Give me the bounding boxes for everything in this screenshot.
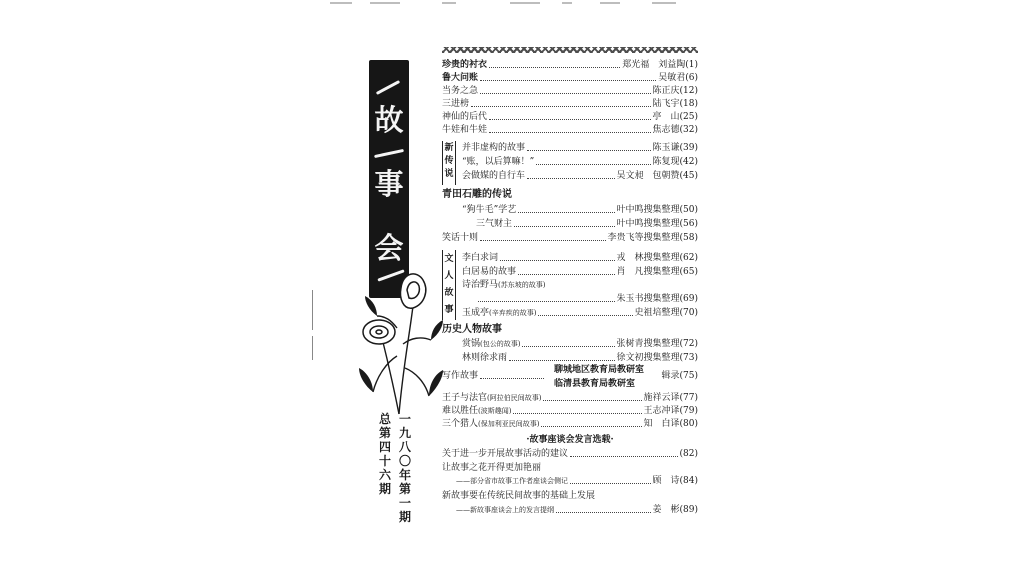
toc-page: (65) — [679, 267, 698, 277]
toc-author: 知 白译 — [643, 419, 680, 429]
toc-page: (72) — [679, 339, 698, 349]
toc-page: (45) — [679, 171, 698, 181]
toc-entry[interactable] — [442, 393, 698, 404]
toc-title: 会做媒的自行车 — [462, 171, 526, 181]
toc-entry[interactable] — [462, 143, 698, 154]
toc-note: (辛弃疾的故事) — [489, 309, 537, 317]
scan-edge-line — [312, 290, 313, 330]
flower-illustration — [351, 268, 445, 416]
toc-note: (保加利亚民间故事) — [478, 420, 540, 428]
toc-page: (62) — [679, 253, 698, 263]
toc-title-line[interactable] — [442, 491, 595, 502]
toc-page: (84) — [679, 476, 698, 486]
toc-page: (42) — [679, 157, 698, 167]
toc-note: (阿拉伯民间故事) — [487, 394, 542, 402]
toc-page: (25) — [679, 112, 698, 122]
toc-title: 难以胜任 — [442, 406, 479, 416]
section-heading-history: 历史人物故事 — [442, 324, 502, 335]
toc-page: (79) — [679, 406, 698, 416]
toc-author: 顾 诗 — [652, 476, 680, 486]
toc-page: (80) — [679, 419, 698, 429]
toc-entry[interactable] — [462, 353, 698, 364]
toc-author: 陈玉谦 — [652, 143, 680, 153]
toc-title: 新故事要在传统民间故事的基础上发展 — [442, 491, 596, 501]
toc-author: 临清县教育局教研室 — [554, 379, 636, 389]
toc-author-suffix: 辑录 — [661, 371, 680, 381]
toc-entry[interactable] — [462, 171, 698, 182]
toc-page: (12) — [679, 86, 698, 96]
toc-author: 陈正庆 — [652, 86, 680, 96]
toc-page: (58) — [679, 233, 698, 243]
toc-subtitle: ——部分省市故事工作者座谈会侧记 — [456, 477, 568, 485]
toc-author: 聊城地区教育局教研室 — [554, 365, 645, 375]
toc-entry[interactable] — [462, 267, 698, 278]
masthead-logo — [369, 60, 409, 298]
toc-entry[interactable] — [456, 505, 698, 516]
section-heading-qingtian: 青田石雕的传说 — [442, 189, 512, 200]
toc-page: (77) — [679, 393, 698, 403]
toc-author: 肖 凡搜集整理 — [616, 267, 680, 277]
toc-title: 鲁大问账 — [442, 73, 479, 83]
toc-entry[interactable] — [442, 419, 698, 430]
toc-page: (70) — [679, 308, 698, 318]
toc-entry[interactable] — [442, 406, 698, 417]
toc-page: (73) — [679, 353, 698, 363]
toc-title: 三气财主 — [476, 219, 513, 229]
toc-page: (32) — [679, 125, 698, 135]
toc-title: 白居易的故事 — [462, 267, 517, 277]
toc-author: 叶中鸣搜集整理 — [616, 219, 680, 229]
toc-title: 王子与法官 — [442, 393, 488, 403]
toc-entry[interactable] — [442, 233, 698, 244]
toc-title-line[interactable] — [442, 463, 541, 474]
masthead-char: 故 — [374, 103, 404, 137]
toc-author: 史祖培整理 — [634, 308, 680, 318]
toc-entry[interactable] — [442, 86, 698, 97]
toc-author: 朱玉书搜集整理 — [616, 294, 680, 304]
toc-title-line[interactable] — [462, 280, 545, 291]
toc-title: 三个猎人 — [442, 419, 479, 429]
toc-author: 吴敏君 — [658, 73, 686, 83]
issue-total-number: 总第四十六期 — [378, 412, 391, 496]
toc-note: (波斯趣闻) — [478, 407, 512, 415]
toc-entry[interactable] — [476, 219, 698, 230]
toc-page: (82) — [679, 449, 698, 459]
toc-title: 李白求词 — [462, 253, 499, 263]
toc-title: 诗治野马 — [462, 280, 499, 290]
toc-author: 张树青搜集整理 — [616, 339, 680, 349]
toc-author: 焦志德 — [652, 125, 680, 135]
toc-author: 李贵飞等搜集整理 — [607, 233, 680, 243]
toc-author: 王志冲译 — [643, 406, 680, 416]
toc-entry[interactable] — [462, 308, 698, 319]
toc-author: 徐文初搜集整理 — [616, 353, 680, 363]
toc-author: 亭 山 — [652, 112, 680, 122]
scan-edge-line — [312, 336, 313, 360]
toc-entry[interactable] — [476, 294, 698, 305]
toc-author: 陈复现 — [652, 157, 680, 167]
toc-page: (75) — [679, 371, 698, 381]
toc-subtitle: ——新故事座谈会上的发言提纲 — [456, 506, 554, 514]
toc-author: 姜 彬 — [652, 505, 680, 515]
masthead-char: 事 — [374, 167, 404, 201]
toc-entry[interactable] — [442, 449, 698, 460]
toc-page: (89) — [679, 505, 698, 515]
toc-page: (18) — [679, 99, 698, 109]
toc-title: 写作故事 — [442, 371, 479, 381]
toc-entry[interactable] — [442, 125, 698, 136]
toc-entry[interactable] — [442, 60, 698, 71]
toc-title: “账，以后算嘛！” — [462, 157, 535, 167]
toc-entry[interactable] — [442, 112, 698, 123]
toc-title: 让故事之花开得更加艳丽 — [442, 463, 542, 473]
toc-page: (1) — [685, 60, 698, 70]
toc-entry[interactable] — [462, 339, 698, 350]
toc-entry[interactable] — [462, 205, 698, 216]
toc-note: (包公的故事) — [480, 340, 521, 348]
toc-title: 关于进一步开展故事活动的建议 — [442, 449, 569, 459]
toc-title: 当务之急 — [442, 86, 479, 96]
toc-title: 林则徐求雨 — [462, 353, 508, 363]
toc-author: 戎 林搜集整理 — [616, 253, 680, 263]
toc-title: 并非虚构的故事 — [462, 143, 526, 153]
toc-title: 赏锅 — [462, 339, 481, 349]
toc-entry[interactable] — [462, 157, 698, 168]
toc-author: 陆飞宇 — [652, 99, 680, 109]
issue-date: 一九八〇年第一期 — [398, 412, 411, 524]
toc-note: (苏东坡的故事) — [498, 281, 546, 289]
section-label-new-legends: 新传说 — [442, 141, 456, 185]
toc-title: 笑话十则 — [442, 233, 479, 243]
toc-title: 珍贵的衬衣 — [442, 60, 488, 70]
toc-title: 牛娃和牛娃 — [442, 125, 488, 135]
toc-entry[interactable] — [462, 253, 698, 264]
toc-author: 郑光福 刘益陶 — [622, 60, 686, 70]
toc-title: 神仙的后代 — [442, 112, 488, 122]
decorative-border — [442, 47, 698, 53]
section-label-literati: 文人故事 — [442, 250, 456, 320]
toc-title: “狗牛毛”学艺 — [462, 205, 517, 215]
toc-title: 玉成亭 — [462, 308, 490, 318]
toc-page: (39) — [679, 143, 698, 153]
magazine-contents-page — [335, 40, 705, 564]
toc-page: (69) — [679, 294, 698, 304]
toc-page: (6) — [685, 73, 698, 83]
scan-edge-marks — [330, 0, 710, 6]
toc-entry[interactable] — [442, 73, 698, 84]
toc-author: 吴文昶 包朝赞 — [616, 171, 680, 181]
toc-page: (56) — [679, 219, 698, 229]
toc-entry[interactable] — [456, 476, 698, 487]
section-heading-symposium: ·故事座谈会发言选载· — [526, 435, 614, 445]
toc-author: 叶中鸣搜集整理 — [616, 205, 680, 215]
masthead-char: 会 — [374, 231, 404, 265]
toc-author: 施祥云译 — [643, 393, 680, 403]
toc-title: 三进榜 — [442, 99, 470, 109]
toc-entry[interactable] — [442, 99, 698, 110]
toc-page: (50) — [679, 205, 698, 215]
